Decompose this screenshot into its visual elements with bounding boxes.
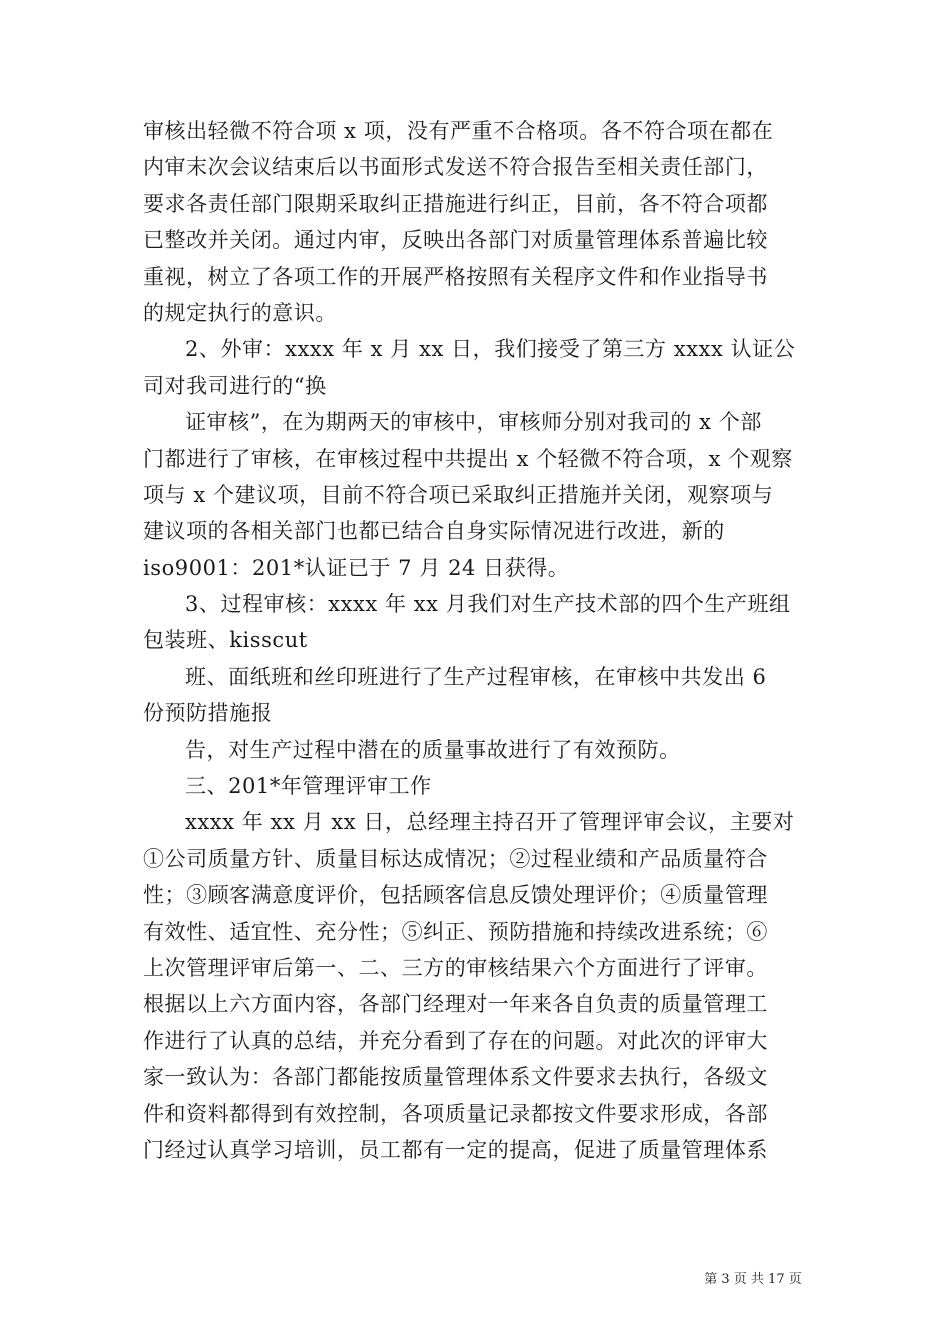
text-line: 家一致认为：各部门都能按质量管理体系文件要求去执行，各级文 (143, 1065, 768, 1090)
text-line: 3、过程审核：xxxx 年 xx 月我们对生产技术部的四个生产班组 (185, 592, 791, 617)
page-number-label: 第 3 页 共 17 页 (704, 1272, 802, 1287)
text-line: 重视，树立了各项工作的开展严格按照有关程序文件和作业指导书 (143, 264, 768, 289)
text-line: 司对我司进行的“换 (143, 373, 327, 398)
text-line: 根据以上六方面内容，各部门经理对一年来各自负责的质量管理工 (143, 992, 768, 1017)
text-line: 作进行了认真的总结，并充分看到了存在的问题。对此次的评审大 (143, 1028, 768, 1053)
text-line: 2、外审：xxxx 年 x 月 xx 日，我们接受了第三方 xxxx 认证公 (185, 337, 796, 362)
text-line: 建议项的各相关部门也都已结合自身实际情况进行改进，新的 (143, 519, 725, 544)
text-line: 内审末次会议结束后以书面形式发送不符合报告至相关责任部门， (143, 155, 768, 180)
text-line: 班、面纸班和丝印班进行了生产过程审核，在审核中共发出 6 (185, 664, 767, 689)
text-line: 的规定执行的意识。 (143, 300, 337, 325)
text-line: 要求各责任部门限期采取纠正措施进行纠正，目前，各不符合项都 (143, 191, 768, 216)
text-line: 审核出轻微不符合项 x 项，没有严重不合格项。各不符合项在都在 (143, 119, 774, 143)
text-line: 证审核”，在为期两天的审核中，审核师分别对我司的 x 个部 (185, 410, 762, 435)
text-line: iso9001：201*认证已于 7 月 24 日获得。 (143, 555, 570, 580)
page-footer (0, 1271, 950, 1289)
document-body (143, 113, 813, 1168)
text-line: 门经过认真学习培训，员工都有一定的提高，促进了质量管理体系 (143, 1137, 768, 1162)
text-line: 门都进行了审核，在审核过程中共提出 x 个轻微不符合项，x 个观察 (143, 446, 793, 471)
text-line: 包装班、kisscut (143, 628, 308, 653)
text-line: 件和资料都得到有效控制，各项质量记录都按文件要求形成，各部 (143, 1101, 768, 1126)
text-line: xxxx 年 xx 月 xx 日，总经理主持召开了管理评审会议，主要对 (185, 810, 795, 835)
text-line: 份预防措施报 (143, 701, 273, 726)
text-line: 性；③顾客满意度评价，包括顾客信息反馈处理评价；④质量管理 (143, 883, 768, 908)
text-line: 有效性、适宜性、充分性；⑤纠正、预防措施和持续改进系统；⑥ (143, 919, 768, 944)
text-line: 上次管理评审后第一、二、三方的审核结果六个方面进行了评审。 (143, 955, 768, 980)
text-line: 告，对生产过程中潜在的质量事故进行了有效预防。 (185, 737, 681, 762)
text-line: ①公司质量方针、质量目标达成情况；②过程业绩和产品质量符合 (143, 846, 768, 871)
text-line: 三、201*年管理评审工作 (185, 774, 432, 799)
text-line: 已整改并关闭。通过内审，反映出各部门对质量管理体系普遍比较 (143, 228, 768, 253)
text-line: 项与 x 个建议项，目前不符合项已采取纠正措施并关闭，观察项与 (143, 482, 774, 507)
